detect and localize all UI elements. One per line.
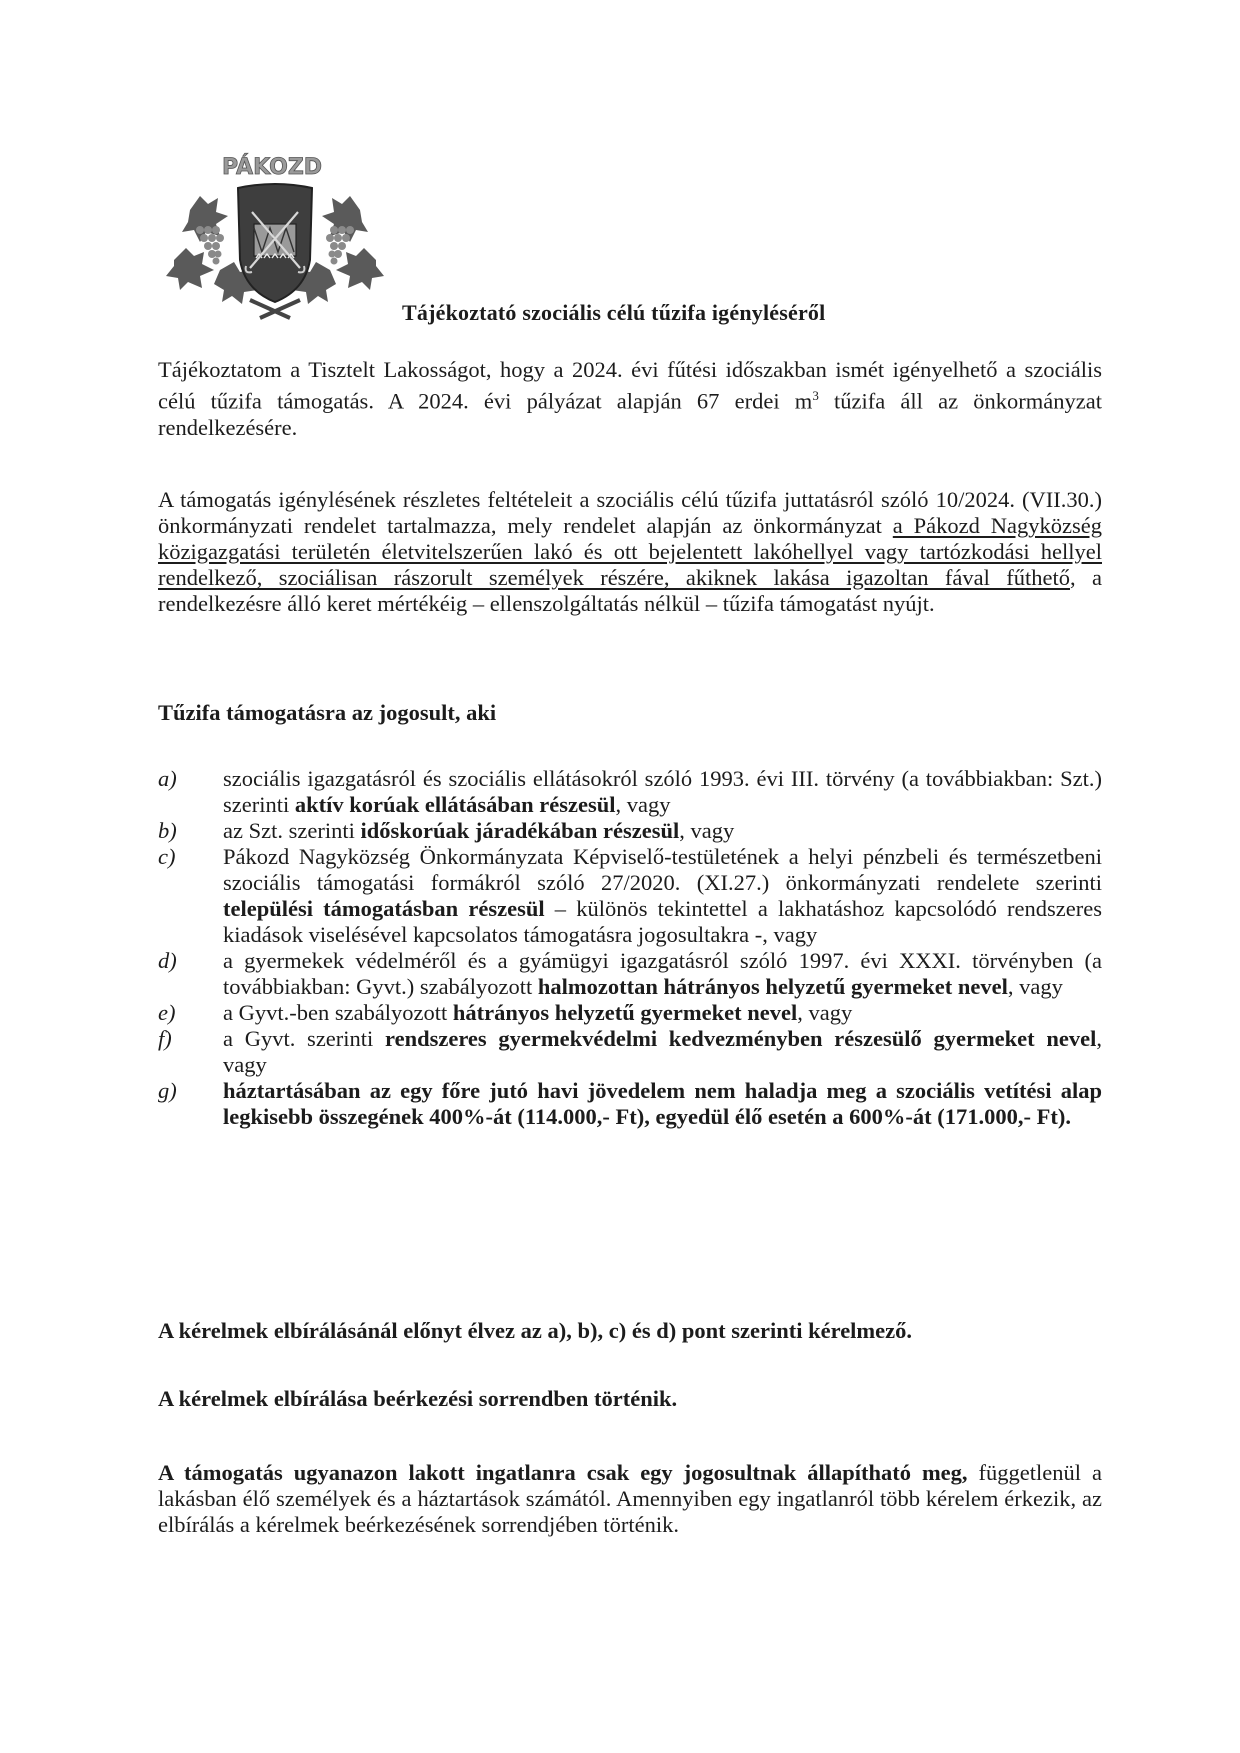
item-text-pre: a gyermekek védelméről és a gyámügyi igazgatásról szóló 1997. évi XXXI. törvényben (a továbbiakban: Gyvt.) szabályozott (223, 948, 1102, 999)
eligibility-list (158, 766, 1102, 1130)
item-text-post: , vagy (223, 1026, 1102, 1077)
conditions-paragraph (158, 487, 1102, 617)
logo-town-name: PÁKOZD (221, 155, 323, 180)
list-item-e (158, 1000, 1102, 1026)
list-marker: d) (158, 948, 177, 973)
intro-paragraph (158, 357, 1102, 441)
list-marker: f) (158, 1026, 172, 1051)
priority-note: A kérelmek elbírálásánál előnyt élvez az a), b), c) és d) pont szerinti kérelmező. (158, 1318, 913, 1343)
item-text-pre: Pákozd Nagyközség Önkormányzata Képviselő-testületének a helyi pénzbeli és természetbeni szociális támogatási formákról szóló 27/2020. (XI.27.) önkormányzati rendelete szerinti (223, 844, 1102, 895)
item-text-pre: szociális igazgatásról és szociális ellátásokról szóló 1993. évi III. törvény (a továbbiakban: Szt.) szerinti (223, 766, 1102, 817)
item-text-post: , vagy (615, 792, 671, 817)
item-text-post: , vagy (679, 818, 735, 843)
order-note: A kérelmek elbírálása beérkezési sorrendben történik. (158, 1386, 678, 1411)
list-item-text (223, 1000, 1102, 1026)
drum-icon (254, 224, 296, 258)
list-marker: e) (158, 1000, 176, 1025)
intro-text: Tájékoztatom a Tisztelt Lakosságot, hogy a 2024. évi fűtési időszakban ismét igényelhető a szociális célú tűzifa támogatás. A 2024. évi pályázat alapján 67 erdei m (158, 357, 1102, 414)
item-text-bold: aktív korúak ellátásában részesül (294, 792, 616, 817)
list-item-text (223, 948, 1102, 1000)
list-item-text (223, 844, 1102, 948)
list-item-text (223, 1026, 1102, 1078)
item-text-post: , vagy (797, 1000, 853, 1025)
item-text-post: – különös tekintettel a lakhatáshoz kapcsolódó rendszeres kiadások viselésével kapcsolatos támogatásra jogosultakra -, vagy (223, 896, 1102, 947)
list-item-g (158, 1078, 1102, 1130)
item-text-bold: hátrányos helyzetű gyermeket nevel (452, 1000, 798, 1025)
conditions-text-start: A támogatás igénylésének részletes feltételeit a szociális célú tűzifa juttatásról szóló 10/2024. (VII.30.) önkormányzati rendelet tartalmazza, mely rendelet alapján az önkormányzat (158, 487, 1102, 538)
list-item-text (223, 766, 1102, 818)
conditions-text-end: , a rendelkezésre álló keret mértékéig – ellenszolgáltatás nélkül – tűzifa támogatást nyújt. (158, 565, 1102, 616)
list-marker: c) (158, 844, 176, 869)
item-text-bold: háztartásában az egy főre jutó havi jövedelem nem haladja meg a szociális vetítési alap legkisebb összegének 400%-át (114.000,- Ft), egyedül élő esetén a 600%-át (171.000,- Ft). (223, 1078, 1102, 1129)
final-bold-text: A támogatás ugyanazon lakott ingatlanra csak egy jogosultnak állapítható meg, (158, 1460, 968, 1485)
eligibility-heading: Tűzifa támogatásra az jogosult, aki (158, 700, 497, 725)
item-text-post: , vagy (1007, 974, 1063, 999)
list-item-d (158, 948, 1102, 1000)
final-rest-text: függetlenül a lakásban élő személyek és a háztartások számától. Amennyiben egy ingatlanról több kérelem érkezik, az elbírálás a kérelmek beérkezésének sorrendjében történik. (158, 1460, 1102, 1537)
list-marker: g) (158, 1078, 177, 1103)
coat-of-arms-logo (160, 150, 390, 320)
list-item-c (158, 844, 1102, 948)
item-text-pre: a Gyvt. szerinti (223, 1026, 386, 1051)
item-text-pre: a Gyvt.-ben szabályozott (223, 1000, 453, 1025)
document-title: Tájékoztató szociális célú tűzifa igényléséről (402, 300, 826, 325)
conditions-underlined-text: a Pákozd Nagyközség közigazgatási területén életvitelszerűen lakó és ott bejelentett lakóhellyel vagy tartózkodási hellyel rendelkező, szociálisan rászorult személyek részére, akiknek lakása igazoltan fával fűthető (158, 513, 1102, 590)
list-marker: a) (158, 766, 177, 791)
cubic-superscript: 3 (812, 388, 819, 403)
list-marker: b) (158, 818, 177, 843)
item-text-pre: az Szt. szerinti (223, 818, 361, 843)
intro-text-end: tűzifa áll az önkormányzat rendelkezésére. (158, 388, 1103, 440)
item-text-bold: települési támogatásban részesül (223, 896, 545, 921)
item-text-bold: időskorúak járadékában részesül (360, 818, 680, 843)
list-item-text (223, 818, 1102, 844)
list-item-b (158, 818, 1102, 844)
item-text-bold: rendszeres gyermekvédelmi kedvezményben részesülő gyermeket nevel (385, 1026, 1097, 1051)
final-paragraph (158, 1460, 1102, 1538)
item-text-bold: halmozottan hátrányos helyzetű gyermeket nevel (537, 974, 1008, 999)
list-item-text (223, 1078, 1102, 1130)
list-item-f (158, 1026, 1102, 1078)
list-item-a (158, 766, 1102, 818)
